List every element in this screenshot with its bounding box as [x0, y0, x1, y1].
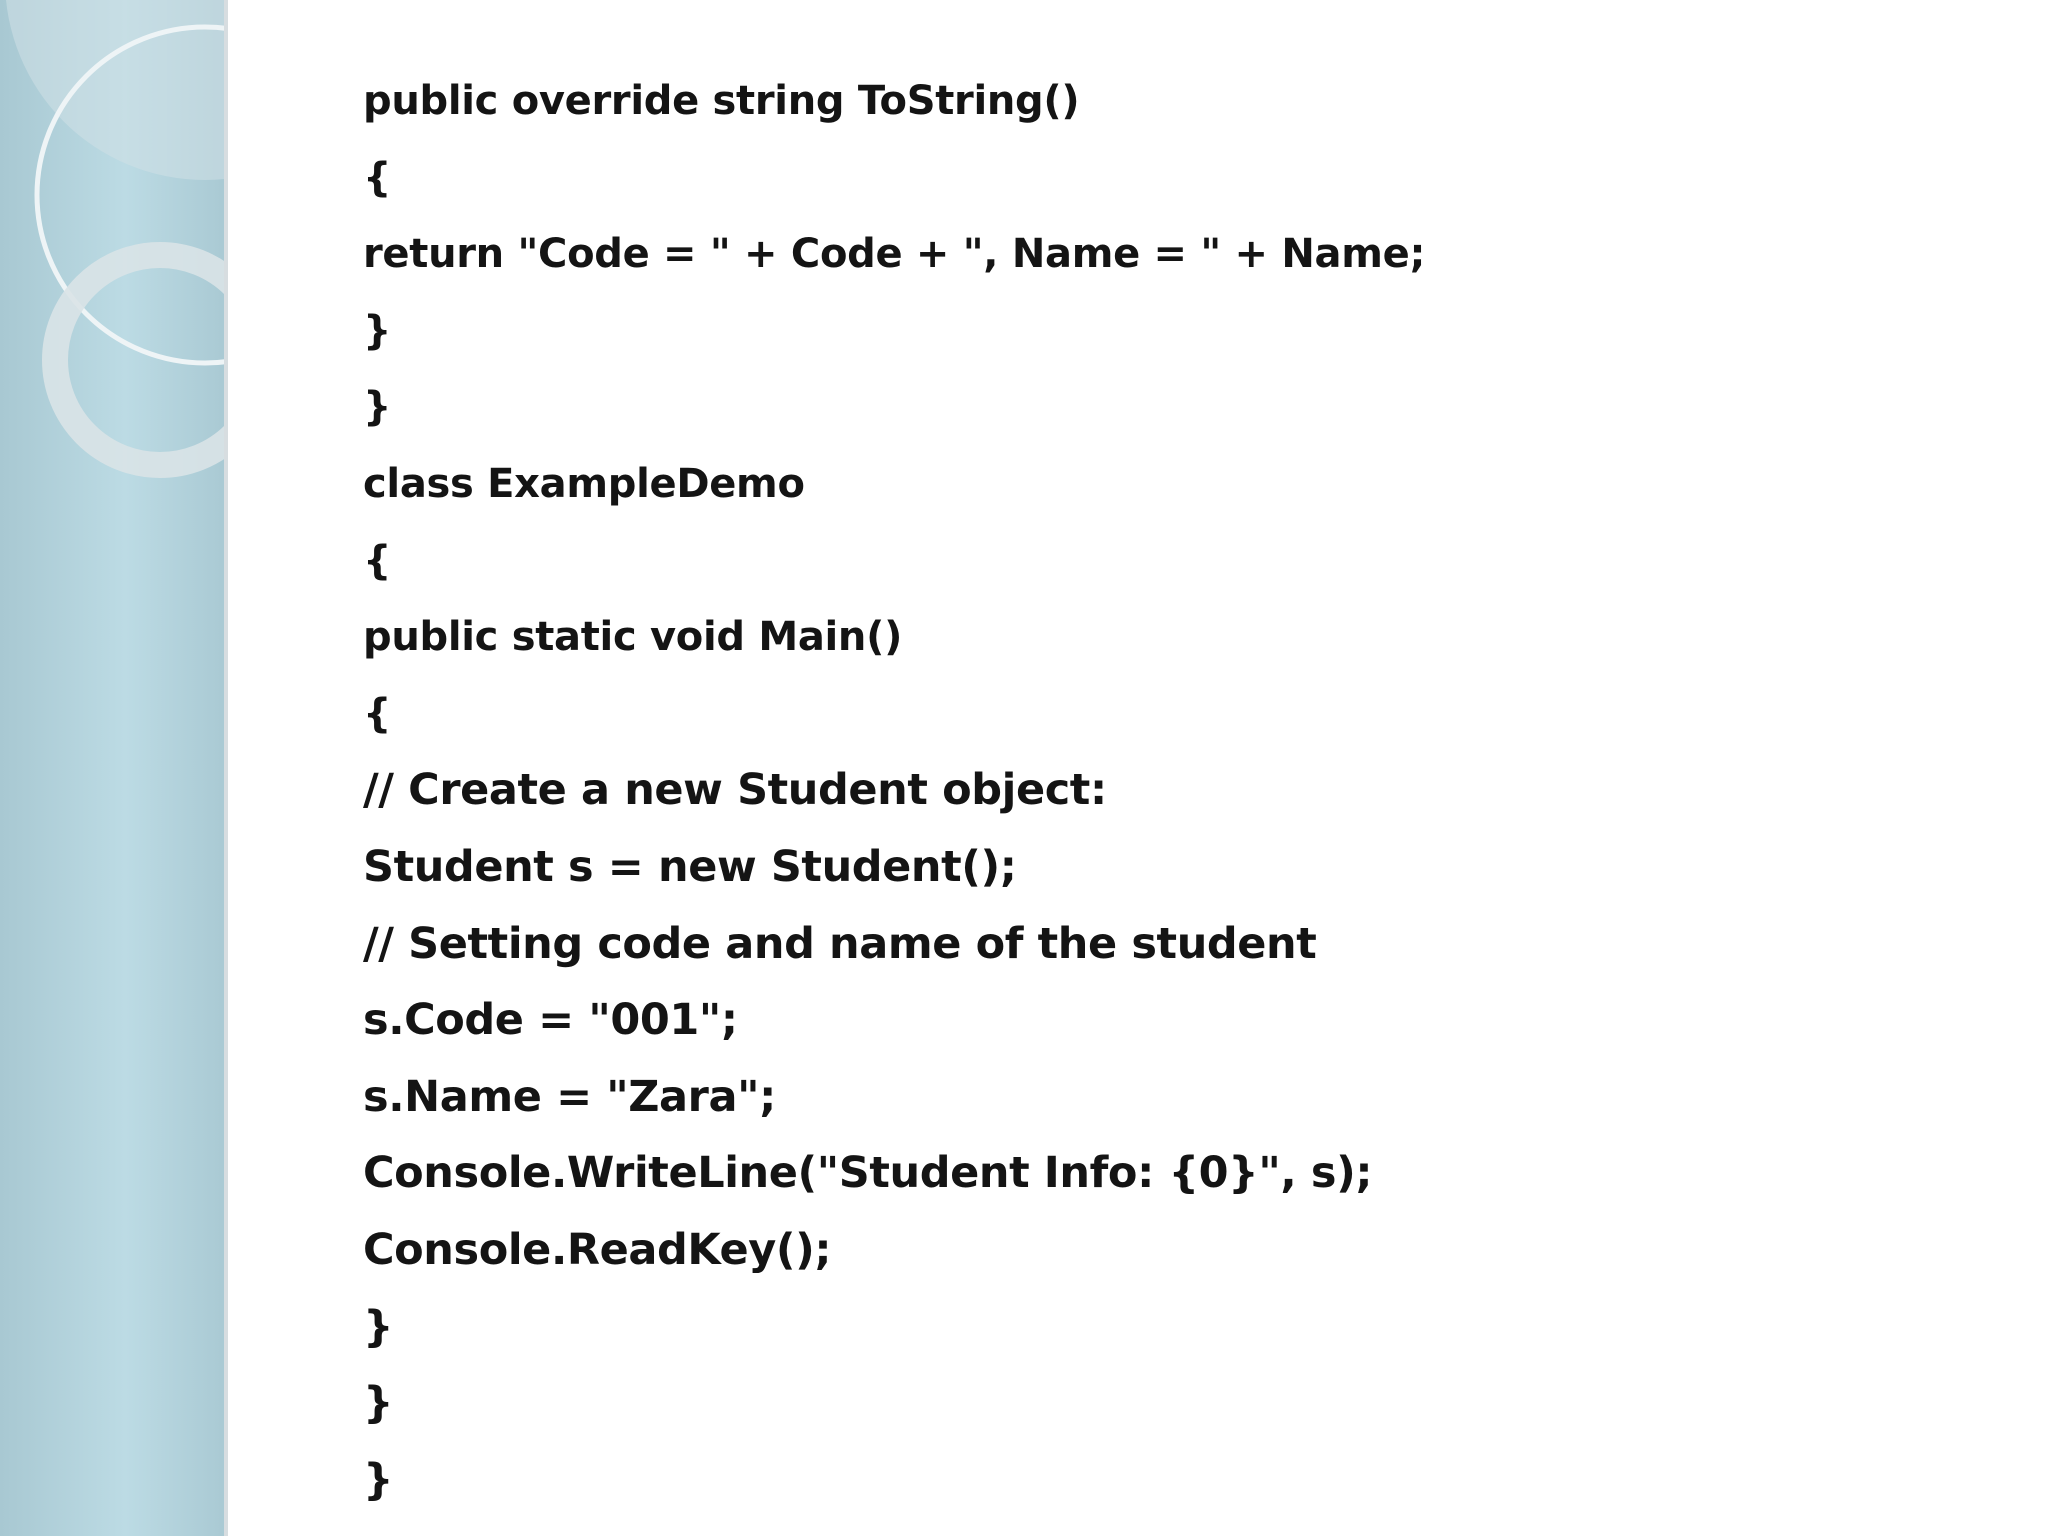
code-line: }: [363, 384, 392, 431]
code-line: Console.ReadKey();: [363, 1224, 832, 1275]
code-line: Console.WriteLine("Student Info: {0}", s);: [363, 1148, 1373, 1199]
code-line: }: [363, 1454, 394, 1505]
code-line: Student s = new Student();: [363, 841, 1017, 892]
code-listing: [363, 63, 1425, 1518]
code-line: s.Code = "001";: [363, 995, 738, 1046]
code-line: }: [363, 307, 392, 354]
code-line: }: [363, 1301, 394, 1352]
code-line: public override string ToString(): [363, 78, 1080, 124]
code-line: {: [363, 690, 392, 737]
side-band-edge: [224, 0, 228, 1536]
code-line: return "Code = " + Code + ", Name = " + Name;: [363, 231, 1426, 278]
code-line: class ExampleDemo: [363, 460, 805, 507]
code-line: public static void Main(): [363, 614, 903, 661]
thick-ring: [55, 255, 228, 465]
code-line: {: [363, 537, 392, 584]
code-line: }: [363, 1378, 394, 1429]
code-line: // Create a new Student object:: [363, 765, 1107, 816]
decorative-side-band: [0, 0, 228, 1536]
code-line: // Setting code and name of the student: [363, 918, 1317, 969]
code-line: {: [363, 154, 392, 201]
decorative-circles: [0, 0, 228, 1536]
code-line: s.Name = "Zara";: [363, 1071, 776, 1122]
